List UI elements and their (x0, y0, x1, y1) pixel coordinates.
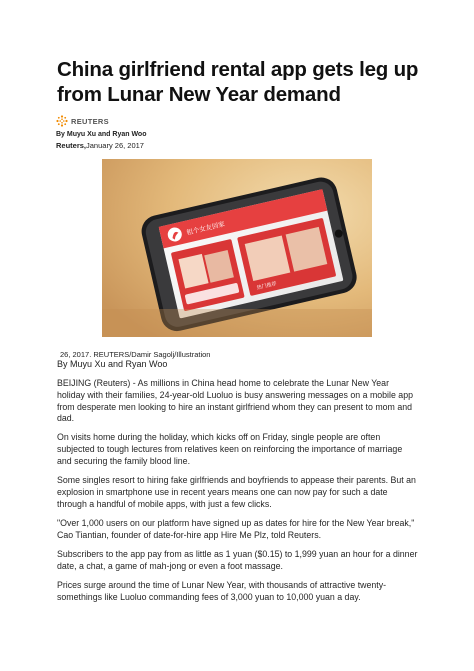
byline-top: By Muyu Xu and Ryan Woo (56, 131, 147, 138)
dateline-date: January 26, 2017 (86, 141, 144, 150)
reuters-logo-text: REUTERS (71, 116, 109, 126)
photo-caption: 26, 2017. REUTERS/Damir Sagolj/Illustration (60, 350, 211, 359)
app-rank-text: 热门推荐 (256, 280, 278, 292)
byline: By Muyu Xu and Ryan Woo (57, 359, 168, 369)
dateline (56, 141, 144, 150)
article-photo (102, 159, 372, 337)
article-paragraph: BEIJING (Reuters) - As millions in China head home to celebrate the Lunar New Year holiday with their families, 24-year-old Luoluo is busy answering messages on a mobile app from desperate men looking to hire an instant girlfriend whom they can present to mom and dad. (57, 378, 413, 424)
article-paragraph: On visits home during the holiday, which kicks off on Friday, single people are often subjected to tough lectures from relatives keen on reinforcing the importance of marriage and securing the family blood line. (57, 432, 403, 466)
reuters-dots-icon (56, 115, 68, 127)
article-paragraph: "Over 1,000 users on our platform have signed up as dates for hire for the New Year break," Cao Tiantian, founder of date-for-hire app Hire Me Plz, told Reuters. (57, 518, 415, 540)
app-title-text: 租个女友回家 (185, 220, 226, 237)
article-paragraph: Subscribers to the app pay from as little as 1 yuan ($0.15) to 1,999 yuan an hour for a dinner date, a chat, a game of mah-jong or even a foot massage. (57, 549, 418, 571)
reuters-logo (56, 114, 109, 128)
article-paragraph: Prices surge around the time of Lunar New Year, with thousands of attractive twenty-somethings like Luoluo commanding fees of 3,000 yuan to 10,000 yuan a day. (57, 580, 387, 602)
article-headline: China girlfriend rental app gets leg up from Lunar New Year demand (57, 58, 419, 106)
smartphone-photo (102, 159, 372, 337)
dateline-source: Reuters, (56, 141, 87, 150)
article-paragraph: Some singles resort to hiring fake girlfriends and boyfriends to appease their parents. But an explosion in smartphone use in recent years means one can now pay for such a date through a handful of mobile apps, with just a few clicks. (57, 475, 416, 509)
